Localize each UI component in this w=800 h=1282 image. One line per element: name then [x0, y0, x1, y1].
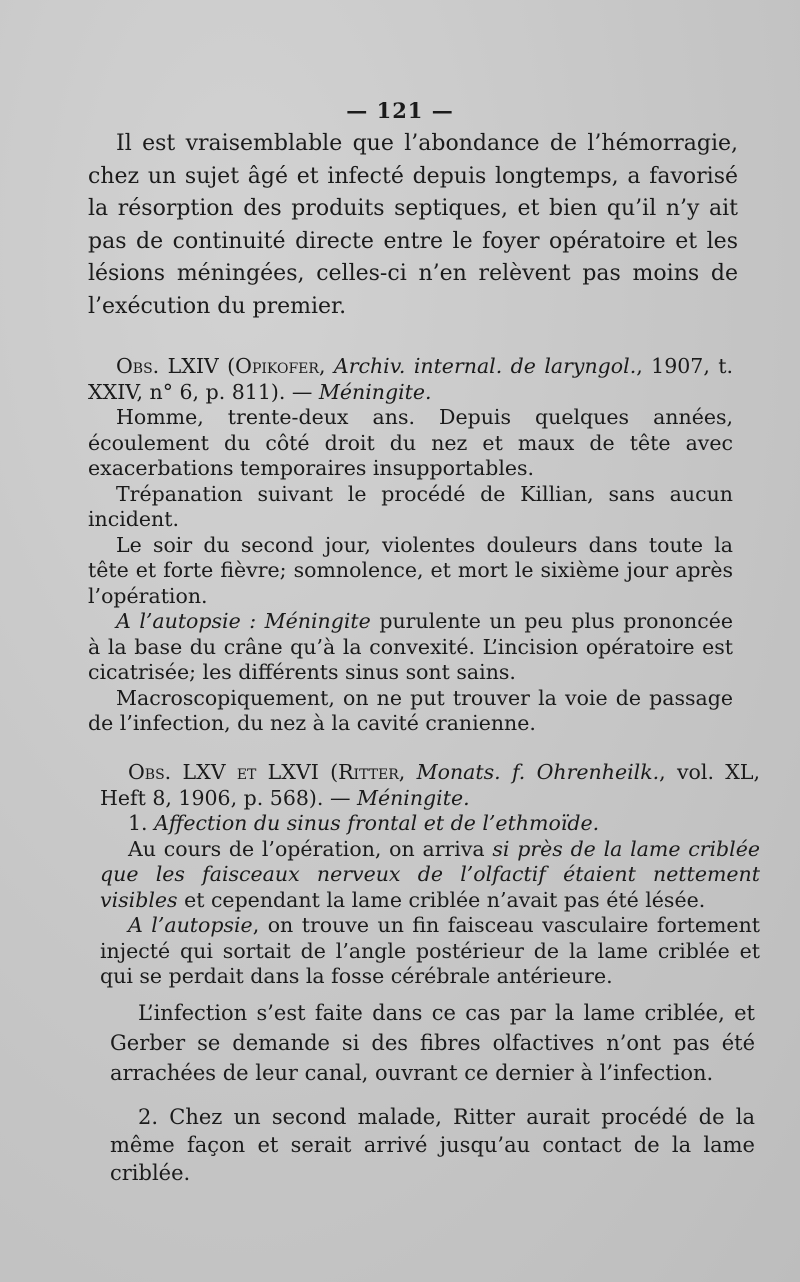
obs64-last-paragraph: Macroscopiquement, on ne put trouver la voie de passage de l’infection, du nez à la cavité cranienne. [88, 685, 733, 735]
obs64-autopsy-term: Méningite [264, 609, 371, 633]
obs64-heading [88, 354, 733, 405]
obs65-op-start: Au cours de l’opération, on arriva [128, 836, 493, 861]
obs65-op-italic: si près de la lame criblée que les faisceaux nerveux de l’olfactif étaient nettement visibles [100, 836, 760, 912]
obs64-autopsy [88, 609, 733, 686]
obs65-journal: Monats. f. Ohrenheilk. [416, 760, 660, 784]
intro-paragraph [88, 128, 738, 323]
obs65-heading [100, 760, 760, 811]
obs64-paragraph: Trépanation suivant le procédé de Killian, sans aucun incident. [88, 481, 733, 531]
obs64-diagnosis: Méningite. [318, 379, 432, 404]
obs64-paragraph: Le soir du second jour, violentes douleurs dans toute la tête et forte fièvre; somnolence, et mort le sixième jour après l’opération. [88, 532, 733, 608]
intro-paragraph-text: Il est vraisemblable que l’abondance de l’hémorragie, chez un sujet âgé et infecté depuis longtemps, a favorisé la résorption des produits septiques, et bien qu’il n’y ait pas de continuité directe entre le foyer opératoire et les lésions méningées, celles-ci n’en relèvent pas moins de l’exécution du premier. [88, 131, 738, 319]
obs65-autopsy-text: , on trouve un fin faisceau vasculaire fortement injecté qui sortait de l’angle postérieur de la lame criblée et qui se perdait dans la fosse cérébrale antérieure. [100, 913, 761, 988]
obs64-open: ( [218, 354, 236, 378]
obs65-operation [100, 837, 760, 914]
second-patient-paragraph [110, 1103, 755, 1187]
obs65-open: ( [318, 760, 339, 784]
obs64-ref: , 1907, t. XXIV, n° 6, p. 811). — [88, 354, 734, 404]
gerber-paragraph-text: L’infection s’est faite dans ce cas par la lame criblée, et Gerber se demande si des fibres olfactives n’ont pas été arrachées de leur canal, ouvrant ce dernier à l’infection. [110, 1001, 755, 1085]
obs65-autopsy-label: A l’autopsie [128, 913, 253, 937]
obs65-label: Obs. LXV et LXVI [128, 760, 319, 784]
obs65-item1 [100, 811, 760, 837]
obs64-journal: Archiv. internal. de laryngol. [333, 354, 637, 378]
obs64-autopsy-text: purulente un peu plus prononcée à la base du crâne qu’à la convexité. L’incision opératoire est cicatrisée; les différents sinus sont sains. [88, 609, 733, 684]
obs65-diagnosis: Méningite. [356, 785, 470, 810]
obs65-ref: , vol. XL, Heft 8, 1906, p. 568). — [100, 760, 760, 810]
page-number: — 121 — [346, 98, 454, 123]
obs64-sep: , [318, 354, 334, 378]
obs64-author: Opikofer [235, 354, 319, 378]
observation-64 [88, 354, 733, 737]
second-patient-paragraph-text: 2. Chez un second malade, Ritter aurait procédé de la même façon et serait arrivé jusqu’au contact de la lame criblée. [110, 1105, 755, 1185]
obs65-item1-number: 1. [128, 811, 155, 835]
obs65-sep: , [398, 760, 417, 784]
obs64-label: Obs. LXIV [116, 354, 219, 378]
obs65-autopsy [100, 913, 760, 990]
obs65-item1-title: Affection du sinus frontal et de l’ethmoïde. [154, 811, 600, 835]
obs65-author: Ritter [338, 760, 399, 784]
gerber-paragraph [110, 998, 755, 1088]
observation-65-66 [100, 760, 760, 990]
obs64-paragraph: Homme, trente-deux ans. Depuis quelques années, écoulement du côté droit du nez et maux de tête avec exacerbations temporaires insupportables. [88, 405, 733, 480]
obs65-op-end: et cependant la lame criblée n’avait pas été lésée. [177, 887, 706, 912]
obs64-autopsy-label: A l’autopsie : [116, 609, 265, 633]
